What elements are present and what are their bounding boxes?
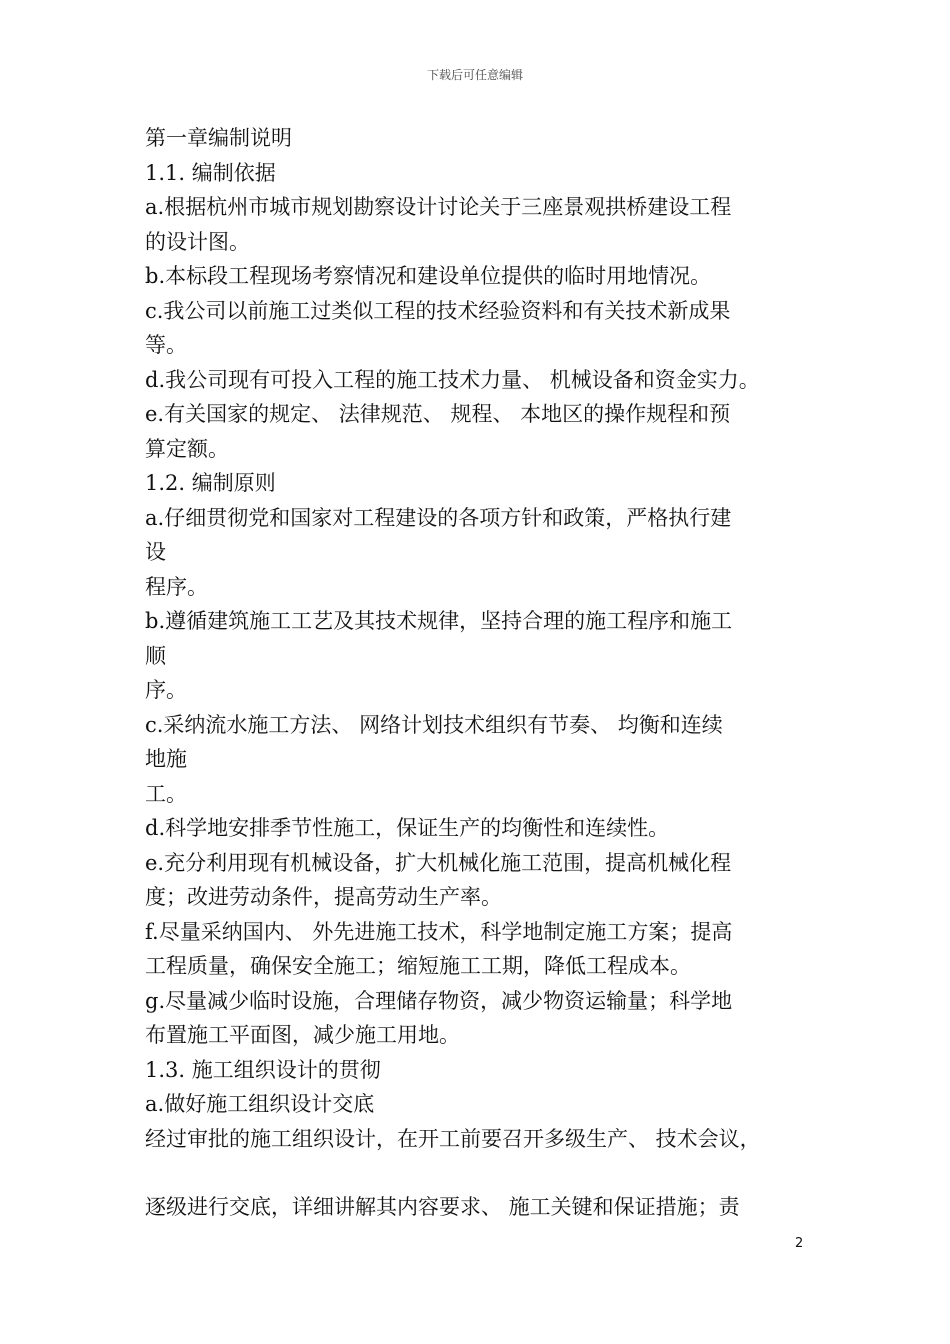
text-line: 设 [145,540,166,564]
text-line: c.我公司以前施工过类似工程的技术经验资料和有关技术新成果 [145,299,731,323]
text-line: 等。 [145,333,187,357]
text-line: 程序。 [145,575,208,599]
text-line: 算定额。 [145,437,229,461]
text-line: d.我公司现有可投入工程的施工技术力量、 机械设备和资金实力。 [145,368,760,392]
page-header: 下载后可任意编辑 [426,68,523,82]
text-line: g.尽量减少临时设施，合理储存物资，减少物资运输量；科学地 [145,989,733,1013]
text-line: b.本标段工程现场考察情况和建设单位提供的临时用地情况。 [145,264,712,288]
text-line: 工程质量，确保安全施工；缩短施工工期，降低工程成本。 [145,954,691,978]
text-line: e.有关国家的规定、 法律规范、 规程、 本地区的操作规程和预 [145,402,731,426]
section-heading: 1.1. 编制依据 [145,161,276,185]
chapter-title: 第一章编制说明 [145,126,292,150]
section-heading: 1.3. 施工组织设计的贯彻 [145,1058,381,1082]
text-line: a.做好施工组织设计交底 [145,1092,375,1116]
text-line: 逐级进行交底，详细讲解其内容要求、 施工关键和保证措施；责 [145,1195,740,1219]
text-line: 的设计图。 [145,230,250,254]
text-line: e.充分利用现有机械设备，扩大机械化施工范围，提高机械化程 [145,851,732,875]
text-line: c.采纳流水施工方法、 网络计划技术组织有节奏、 均衡和连续 [145,713,723,737]
text-line: f.尽量采纳国内、 外先进施工技术，科学地制定施工方案；提高 [145,920,733,944]
text-line: a.根据杭州市城市规划勘察设计讨论关于三座景观拱桥建设工程 [145,195,732,219]
text-line: 布置施工平面图，减少施工用地。 [145,1023,460,1047]
text-line: 序。 [145,678,187,702]
text-line: 顺 [145,644,166,668]
text-line: 度；改进劳动条件，提高劳动生产率。 [145,885,502,909]
text-line: b.遵循建筑施工工艺及其技术规律，坚持合理的施工程序和施工 [145,609,733,633]
text-line: a.仔细贯彻党和国家对工程建设的各项方针和政策，严格执行建 [145,506,732,530]
section-heading: 1.2. 编制原则 [145,471,276,495]
text-line: d.科学地安排季节性施工，保证生产的均衡性和连续性。 [145,816,670,840]
text-line: 地施 [145,747,187,771]
text-line: 经过审批的施工组织设计，在开工前要召开多级生产、 技术会议， [145,1127,761,1151]
text-line: 工。 [145,782,187,806]
page-number: 2 [795,1236,804,1251]
